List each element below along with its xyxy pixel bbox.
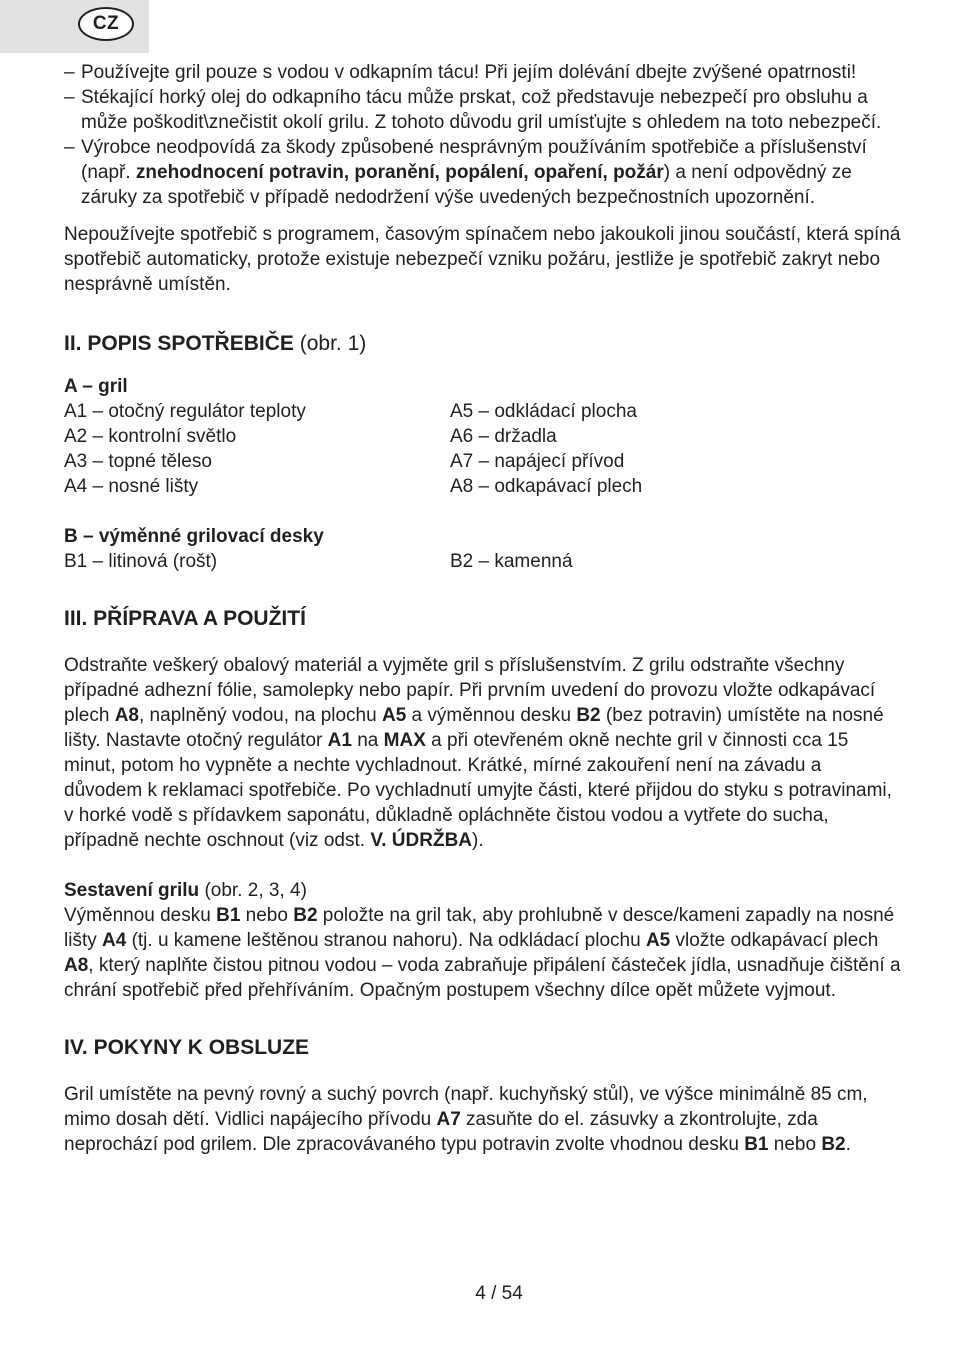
- section-figure-ref: (obr. 1): [293, 332, 367, 355]
- part-label: B2 – kamenná: [450, 551, 573, 572]
- operation-paragraph: Gril umístěte na pevný rovný a suchý povrch (např. kuchyňský stůl), ve výšce minimálně 85 cm, mimo dosah dětí. Vidlici napájecího přívodu A7 zasuňte do el. zásuvky a zkontrolujte, zda neprochází pod grilem. Dle zpracovávaného typu potravin zvolte vhodnou desku B1 nebo B2.: [64, 1084, 868, 1155]
- warning-item: – Používejte gril pouze s vodou v odkapním tácu! Při jejím dolévání dbejte zvýšené opatrnosti!: [64, 62, 857, 83]
- part-label: A6 – držadla: [450, 426, 557, 447]
- warning-text: ) a není odpovědný ze záruky za spotřebič v případě nedodržení výše uvedených bezpečnostních upozornění.: [81, 162, 852, 208]
- page-content: [64, 60, 904, 1157]
- safety-paragraph: Nepoužívejte spotřebič s programem, časovým spínačem nebo jakoukoli jinou součástí, která spíná spotřebič automaticky, protože existuje nebezpečí vzniku požáru, jestliže je spotřebič zakryt nebo nesprávně umístěn.: [64, 224, 901, 295]
- parts-group-title: A – gril: [64, 376, 128, 397]
- warning-text: Používejte gril pouze s vodou v odkapním tácu! Při jejím dolévání dbejte zvýšené opatrnosti!: [81, 62, 857, 83]
- parts-row: [64, 549, 904, 574]
- preparation-paragraph: Odstraňte veškerý obalový materiál a vyjměte gril s příslušenstvím. Z grilu odstraňte všechny případné adhezní fólie, samolepky nebo papír. Při prvním uvedení do provozu vložte odkapávací plech A8, naplněný vodou, na plochu A5 a výměnnou desku B2 (bez potravin) umístěte na nosné lišty. Nastavte otočný regulátor A1 na MAX a při otevřeném okně nechte gril v činnosti cca 15 minut, potom ho vypněte a nechte vychladnout. Krátké, mírné zakouření není na závadu a důvodem k reklamaci spotřebiče. Po vychladnutí umyjte části, které přijdou do styku s potravinami, v horké vodě s přídavkem saponátu, důkladně opláchněte čistou vodou a vytřete do sucha, případně nechte oschnout (viz odst. V. ÚDRŽBA).: [64, 655, 892, 851]
- section-heading: [64, 1033, 904, 1063]
- section-heading: [64, 604, 904, 634]
- section-title: IV. POKYNY K OBSLUZE: [64, 1036, 310, 1059]
- language-tab: [0, 0, 149, 53]
- section-title: II. POPIS SPOTŘEBIČE: [64, 332, 294, 355]
- warning-emphasis: znehodnocení potravin, poranění, popálení, opaření, požár: [135, 162, 664, 183]
- assembly-paragraph: Výměnnou desku B1 nebo B2 položte na gril tak, aby prohlubně v desce/kameni zapadly na nosné lišty A4 (tj. u kamene leštěnou stranou nahoru). Na odkládací plochu A5 vložte odkapávací plech A8, který naplňte čistou pitnou vodou – voda zabraňuje připálení částeček jídla, usnadňuje čištění a chrání spotřebič před přehříváním. Opačným postupem všechny dílce opět můžete vyjmout.: [64, 905, 901, 1001]
- parts-row: [64, 399, 904, 424]
- part-label: A2 – kontrolní světlo: [64, 426, 237, 447]
- warning-item: – Stékající horký olej do odkapního tácu může prskat, což představuje nebezpečí pro obsluhu a může poškodit\znečistit okolí grilu. Z tohoto důvodu gril umísťujte s ohledem na toto nebezpečí.: [64, 87, 882, 133]
- language-badge: CZ: [78, 7, 134, 41]
- part-label: A1 – otočný regulátor teploty: [64, 401, 306, 422]
- part-label: A7 – napájecí přívod: [450, 451, 625, 472]
- section-heading: [64, 329, 904, 359]
- warning-text: Stékající horký olej do odkapního tácu může prskat, což představuje nebezpečí pro obsluhu a může poškodit\znečistit okolí grilu. Z tohoto důvodu gril umísťujte s ohledem na toto nebezpečí.: [81, 87, 882, 133]
- subsection-figure-ref: (obr. 2, 3, 4): [199, 880, 307, 901]
- warning-item: – Výrobce neodpovídá za škody způsobené nesprávným používáním spotřebiče a příslušenství (např. znehodnocení potravin, poranění, popálení, opaření, požár) a není odpovědný ze záruky za spotřebič v případě nedodržení výše uvedených bezpečnostních upozornění.: [64, 137, 867, 208]
- subsection-title: Sestavení grilu: [64, 880, 200, 901]
- section-title: III. PŘÍPRAVA A POUŽITÍ: [64, 607, 306, 630]
- part-label: B1 – litinová (rošt): [64, 551, 218, 572]
- part-label: A4 – nosné lišty: [64, 476, 199, 497]
- parts-row: [64, 424, 904, 449]
- parts-group-title: B – výměnné grilovací desky: [64, 526, 324, 547]
- page-number: 4 / 54: [475, 1283, 523, 1304]
- subsection-heading: [64, 878, 904, 903]
- parts-row: [64, 449, 904, 474]
- warning-text: Výrobce neodpovídá za škody způsobené nesprávným používáním spotřebiče a příslušenství (např.: [81, 137, 867, 183]
- parts-row: [64, 474, 904, 499]
- part-label: A5 – odkládací plocha: [450, 401, 637, 422]
- part-label: A8 – odkapávací plech: [450, 476, 643, 497]
- part-label: A3 – topné těleso: [64, 451, 212, 472]
